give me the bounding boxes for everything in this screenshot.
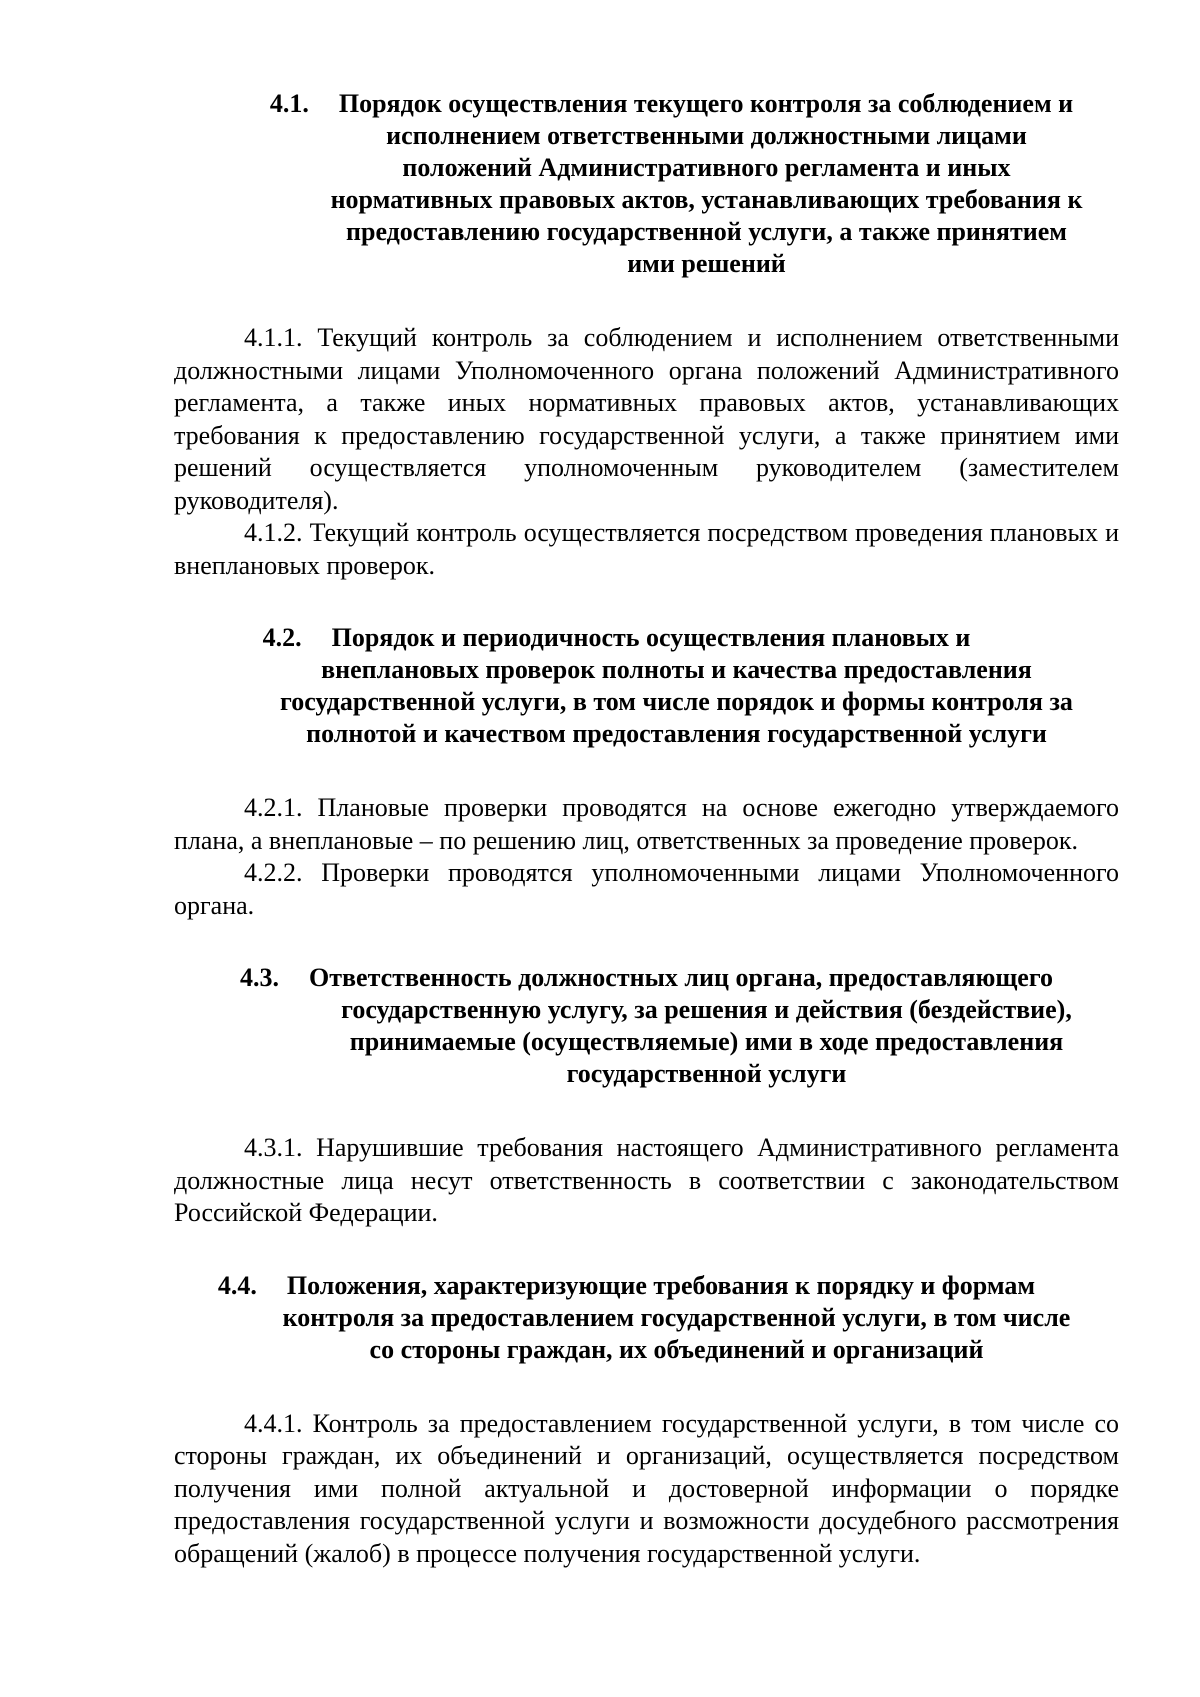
- heading-line: полнотой и качеством предоставления государственной услуги: [306, 719, 1047, 748]
- paragraph-text: Контроль за предоставлением государственной услуги, в том числе со стороны граждан, их объединений и организаций, осуществляется посредством получения ими полной актуальной и достоверной информации о порядке предоставления государственной услуги и возможности досудебного рассмотрения обращений (жалоб) в процессе получения государственной услуги.: [174, 1408, 1119, 1568]
- section-heading-4-2: [174, 622, 1119, 750]
- paragraph-text: Текущий контроль за соблюдением и исполнением ответственными должностными лицами Уполномоченного органа положений Административного регламента, а также иных нормативных правовых актов, устанавливающих требования к предоставлению государственной услуги, а также принятием ими решений осуществляется уполномоченным руководителем (заместителем руководителя).: [174, 323, 1120, 515]
- heading-line: со стороны граждан, их объединений и организаций: [369, 1334, 984, 1364]
- paragraph-number: 4.2.1.: [244, 793, 303, 822]
- heading-line: [224, 88, 1119, 120]
- paragraph-4-1-1: [174, 322, 1119, 517]
- heading-line: государственной услуги, в том числе порядок и формы контроля за: [280, 687, 1073, 716]
- heading-text: Порядок и периодичность осуществления плановых и: [331, 623, 971, 652]
- paragraph-text: Проверки проводятся уполномоченными лицами Уполномоченного органа.: [174, 858, 1119, 920]
- section-heading-4-3: [174, 962, 1119, 1090]
- paragraph-4-1-2: [174, 517, 1119, 582]
- heading-line: государственной услуги: [566, 1059, 847, 1088]
- heading-line: внеплановых проверок полноты и качества предоставления: [321, 655, 1032, 684]
- spacer: [174, 1366, 1119, 1408]
- spacer: [174, 750, 1119, 792]
- spacer: [174, 922, 1119, 962]
- heading-line: положений Административного регламента и иных: [402, 153, 1011, 182]
- paragraph-4-3-1: [174, 1132, 1119, 1230]
- heading-line: предоставлению государственной услуги, а также принятием: [346, 217, 1067, 246]
- spacer: [174, 1090, 1119, 1132]
- paragraph-number: 4.1.1.: [244, 323, 303, 352]
- section-number: 4.1.: [269, 89, 309, 118]
- paragraph-4-2-2: [174, 857, 1119, 922]
- heading-line: исполнением ответственными должностными лицами: [386, 121, 1027, 150]
- section-number: 4.2.: [262, 623, 302, 652]
- heading-text: Положения, характеризующие требования к порядку и формам: [286, 1270, 1036, 1300]
- paragraph-4-4-1: [174, 1408, 1119, 1571]
- paragraph-number: 4.1.2.: [244, 518, 303, 547]
- paragraph-number: 4.2.2.: [244, 858, 303, 887]
- paragraph-text: Нарушившие требования настоящего Административного регламента должностные лица несут ответственность в соответствии с законодательством Российской Федерации.: [174, 1133, 1120, 1227]
- heading-text: Порядок осуществления текущего контроля за соблюдением и: [338, 89, 1074, 118]
- heading-line: принимаемые (осуществляемые) ими в ходе предоставления: [349, 1027, 1064, 1056]
- paragraph-4-2-1: [174, 792, 1119, 857]
- heading-line: [174, 962, 1119, 994]
- heading-line: контроля за предоставлением государственной услуги, в том числе: [282, 1302, 1071, 1332]
- paragraph-text: Плановые проверки проводятся на основе ежегодно утверждаемого плана, а внеплановые – по решению лиц, ответственных за проведение проверок.: [174, 793, 1120, 855]
- spacer: [174, 582, 1119, 622]
- heading-line: [174, 622, 1059, 654]
- spacer: [174, 280, 1119, 322]
- paragraph-number: 4.4.1.: [244, 1408, 303, 1438]
- heading-line: ими решений: [627, 249, 786, 278]
- heading-line: государственную услугу, за решения и действия (бездействие),: [341, 995, 1072, 1024]
- section-heading-4-4: [174, 1270, 1119, 1366]
- heading-text: Ответственность должностных лиц органа, предоставляющего: [309, 963, 1053, 992]
- heading-line: [174, 1270, 1079, 1302]
- section-number: 4.4.: [217, 1270, 257, 1300]
- spacer: [174, 1230, 1119, 1270]
- heading-line: нормативных правовых актов, устанавливающих требования к: [330, 185, 1083, 214]
- section-number: 4.3.: [240, 963, 279, 992]
- section-heading-4-1: [174, 88, 1119, 280]
- paragraph-number: 4.3.1.: [244, 1133, 303, 1162]
- paragraph-text: Текущий контроль осуществляется посредством проведения плановых и внеплановых проверок.: [174, 518, 1119, 580]
- document-page: [174, 88, 1119, 1570]
